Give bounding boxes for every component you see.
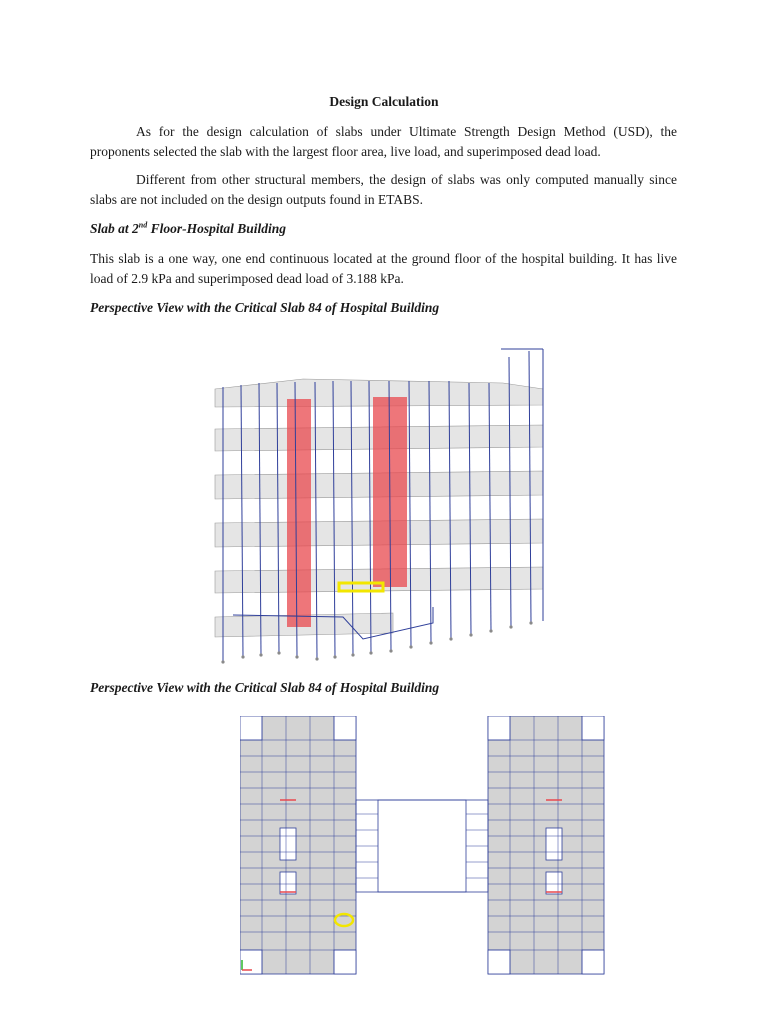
right-wing [488,716,604,974]
left-wing [240,716,356,974]
page-title: Design Calculation [329,94,439,109]
figure1-caption: Perspective View with the Critical Slab 84 of Hospital Building [90,300,440,315]
section-heading-sup: nd [138,220,148,230]
perspective-3d-figure [213,327,557,669]
section-heading [90,221,286,237]
figure2-caption: Perspective View with the Critical Slab 84 of Hospital Building [90,680,440,695]
section-heading-prefix: Slab at 2 [90,221,139,236]
slab-description-paragraph: This slab is a one way, one end continuous located at the ground floor of the hospital building. It has live load of 2.9 kPa and superimposed dead load of 3.188 kPa. [90,251,677,286]
etabs-paragraph: Different from other structural members, the design of slabs was only computed manually since slabs are not included on the design outputs found in ETABS. [90,172,677,207]
section-heading-suffix: Floor-Hospital Building [147,221,287,236]
intro-paragraph: As for the design calculation of slabs under Ultimate Strength Design Method (USD), the proponents selected the slab with the largest floor area, live load, and superimposed dead load. [90,124,677,159]
plan-view-figure [240,716,606,976]
